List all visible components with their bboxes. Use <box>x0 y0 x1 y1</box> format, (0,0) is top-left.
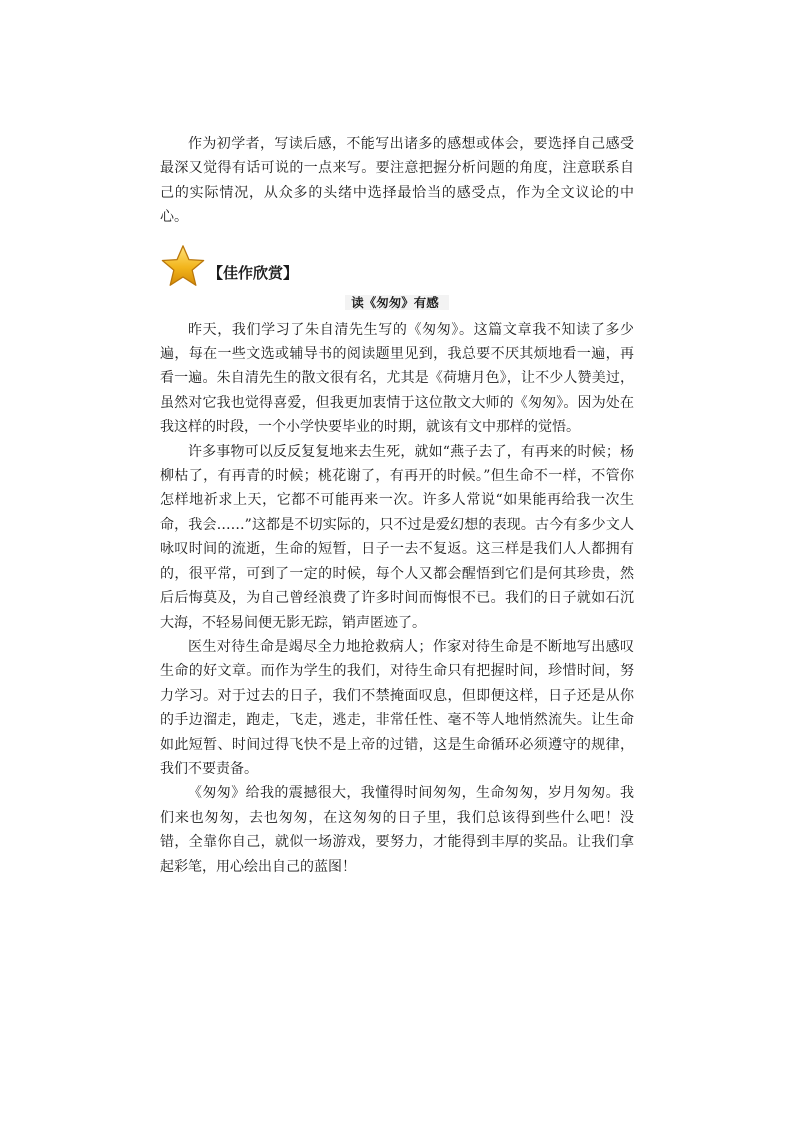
star-icon <box>160 244 206 288</box>
essay-paragraph-4: 《匆匆》给我的震撼很大，我懂得时间匆匆，生命匆匆，岁月匆匆。我们来也匆匆，去也匆匆，在这匆匆的日子里，我们总该得到些什么吧！没错，全靠你自己，就似一场游戏，要努力，才能得到丰厚的奖品。让我们拿起彩笔，用心绘出自己的蓝图！ <box>160 785 634 875</box>
essay-paragraph-2: 许多事物可以反反复复地来去生死，就如“燕子去了，有再来的时候；杨柳枯了，有再青的时候；桃花谢了，有再开的时候。”但生命不一样，不管你怎样地祈求上天，它都不可能再来一次。许多人常说“如果能再给我一次生命，我会……”这都是不切实际的，只不过是爱幻想的表现。古今有多少文人咏叹时间的流逝，生命的短暂，日子一去不复返。这三样是我们人人都拥有的，很平常，可到了一定的时候，每个人又都会醒悟到它们是何其珍贵，然后后悔莫及，为自己曾经浪费了许多时间而悔恨不已。我们的日子就如石沉大海，不轻易间便无影无踪，销声匿迹了。 <box>160 443 634 631</box>
section-heading <box>160 242 634 290</box>
essay-paragraph-3: 医生对待生命是竭尽全力地抢救病人；作家对待生命是不断地写出感叹生命的好文章。而作为学生的我们，对待生命只有把握时间，珍惜时间，努力学习。对于过去的日子，我们不禁掩面叹息，但即便这样，日子还是从你的手边溜走，跑走，飞走，逃走，非常任性、毫不等人地悄然流失。让生命如此短暂、时间过得飞快不是上帝的过错，这是生命循环必须遵守的规律，我们不要责备。 <box>160 638 634 777</box>
section-label: 【佳作欣赏】 <box>208 264 299 283</box>
document-page <box>160 132 634 879</box>
essay-paragraph-1: 昨天，我们学习了朱自清先生写的《匆匆》。这篇文章我不知读了多少遍，每在一些文选或辅导书的阅读题里见到，我总要不厌其烦地看一遍，再看一遍。朱自清先生的散文很有名，尤其是《荷塘月色》，让不少人赞美过，虽然对它我也觉得喜爱，但我更加衷情于这位散文大师的《匆匆》。因为处在我这样的时段，一个小学快要毕业的时期，就该有文中那样的觉悟。 <box>160 321 634 436</box>
essay-title: 读《匆匆》有感 <box>160 292 634 314</box>
intro-paragraph: 作为初学者，写读后感，不能写出诸多的感想或体会，要选择自己感受最深又觉得有话可说的一点来写。要注意把握分析问题的角度，注意联系自己的实际情况，从众多的头绪中选择最恰当的感受点，作为全文议论的中心。 <box>160 136 634 226</box>
